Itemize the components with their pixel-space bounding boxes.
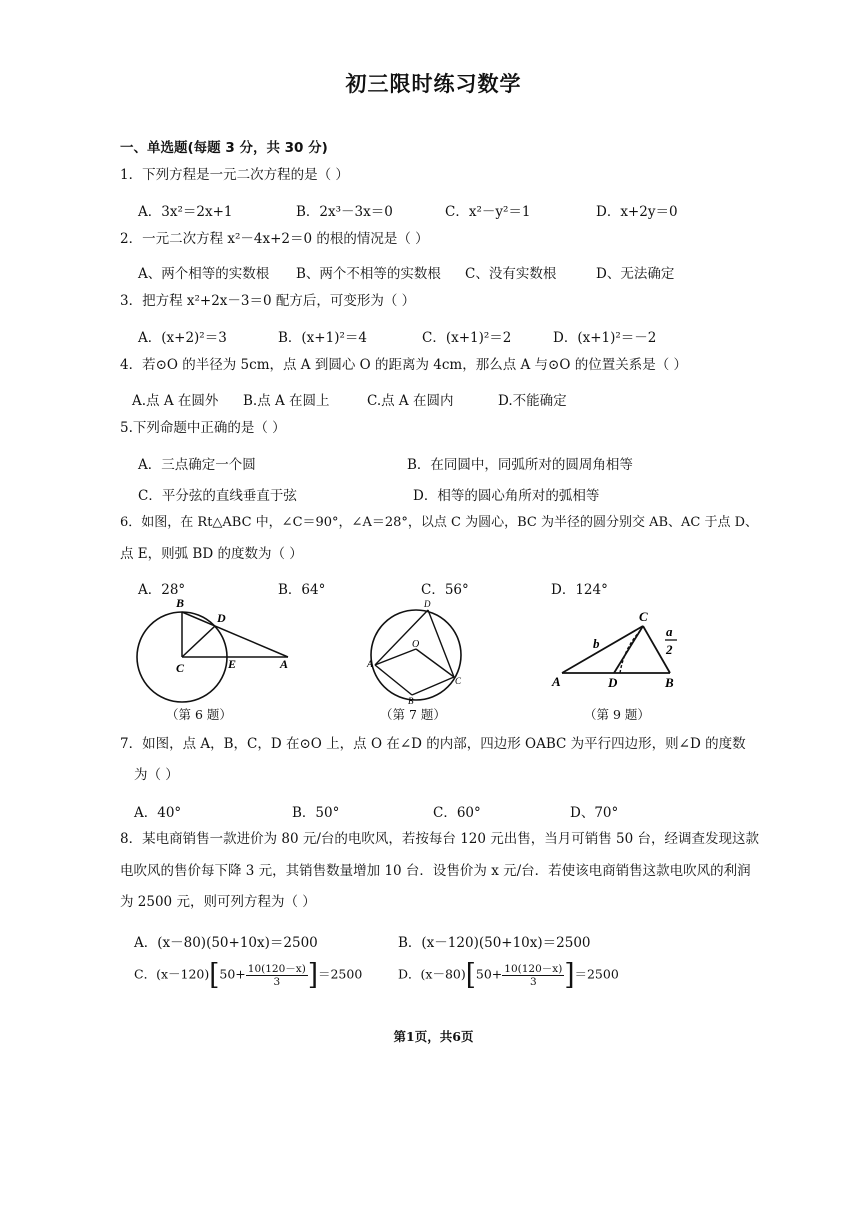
q1-option-a: A．3x²＝2x+1 xyxy=(138,204,233,220)
q3-option-c: C．(x+1)²＝2 xyxy=(422,330,512,346)
fig6-caption: （第 6 题） xyxy=(166,707,232,722)
fig7-segment-ab xyxy=(375,665,412,695)
q6-option-d: D．124° xyxy=(551,582,608,598)
q1-option-d: D．x+2y＝0 xyxy=(596,204,678,220)
q8-option-a: A．(x－80)(50+10x)＝2500 xyxy=(134,935,318,951)
q5-option-b: B．在同圆中，同弧所对的圆周角相等 xyxy=(407,457,633,473)
q6-stem-line2: 点 E，则弧 BD 的度数为（ ） xyxy=(120,546,303,562)
q8-option-c-close-bracket: ] xyxy=(307,958,318,992)
q3-option-d: D．(x+1)²＝－2 xyxy=(553,330,657,346)
q8-option-c xyxy=(134,958,363,992)
q7-stem-line1: 7．如图，点 A，B，C，D 在⊙O 上，点 O 在∠D 的内部，四边形 OABC 为平行四边形，则∠D 的度数 xyxy=(120,736,746,752)
q1-option-b: B．2x³－3x＝0 xyxy=(296,204,393,220)
fig9-caption: （第 9 题） xyxy=(584,707,650,722)
fig9-segment-ac xyxy=(562,626,643,673)
section-heading: 一、单选题(每题 3 分，共 30 分) xyxy=(120,140,328,156)
fig9-label-2: 2 xyxy=(666,642,673,657)
q4-option-c: C.点 A 在圆内 xyxy=(367,393,454,409)
q8-option-c-label: C． xyxy=(134,966,157,982)
fig7-label-b: B xyxy=(408,696,414,705)
fig9-label-b: B xyxy=(665,675,674,690)
q7-option-a: A．40° xyxy=(134,805,182,821)
q7-stem-line2: 为（ ） xyxy=(134,767,179,783)
figure-q7 xyxy=(366,597,466,705)
q8-option-c-open-bracket: [ xyxy=(209,958,220,992)
q2-option-a: A、两个相等的实数根 xyxy=(138,266,270,282)
q8-option-d-fraction xyxy=(502,963,564,988)
figure-q9 xyxy=(548,606,688,692)
q7-option-c: C．60° xyxy=(433,805,481,821)
q5-option-a: A．三点确定一个圆 xyxy=(138,457,256,473)
q2-option-c: C、没有实数根 xyxy=(465,266,557,282)
q8-option-c-denominator: 3 xyxy=(273,975,281,988)
q5-stem: 5.下列命题中正确的是（ ） xyxy=(120,420,286,436)
q8-option-c-mid: 50+ xyxy=(219,966,246,982)
q2-stem: 2．一元二次方程 x²－4x+2＝0 的根的情况是（ ） xyxy=(120,231,429,247)
fig9-segment-cd xyxy=(614,626,643,673)
q3-option-b: B．(x+1)²＝4 xyxy=(278,330,367,346)
q8-option-d-denominator: 3 xyxy=(529,975,537,988)
q4-option-d: D.不能确定 xyxy=(498,393,567,409)
q6-stem-line1: 6．如图，在 Rt△ABC 中，∠C＝90°，∠A＝28°，以点 C 为圆心，BC 为半径的圆分别交 AB、AC 于点 D、 xyxy=(120,515,759,530)
q2-option-b: B、两个不相等的实数根 xyxy=(296,266,441,282)
fig6-segment-cd xyxy=(182,626,215,657)
q6-option-a: A．28° xyxy=(138,582,186,598)
q8-option-d-label: D． xyxy=(398,966,421,982)
q3-option-a: A．(x+2)²＝3 xyxy=(138,330,227,346)
q8-option-c-left: (x－120) xyxy=(156,966,210,982)
q8-option-d-open-bracket: [ xyxy=(465,958,476,992)
q6-option-b: B．64° xyxy=(278,582,326,598)
q5-option-c: C．平分弦的直线垂直于弦 xyxy=(138,488,297,504)
q8-option-d-mid: 50+ xyxy=(475,966,503,982)
q8-option-c-right: ＝2500 xyxy=(317,966,363,982)
q7-option-d: D、70° xyxy=(570,805,619,821)
fig7-label-a: A xyxy=(367,659,373,669)
q2-option-d: D、无法确定 xyxy=(596,266,675,282)
q5-option-d: D．相等的圆心角所对的弧相等 xyxy=(413,488,600,504)
q3-stem: 3．把方程 x²+2x－3＝0 配方后，可变形为（ ） xyxy=(120,293,416,309)
q6-option-c: C．56° xyxy=(421,582,469,598)
fig9-label-b-side: b xyxy=(593,636,600,651)
page-title: 初三限时练习数学 xyxy=(345,72,522,96)
fig7-label-d: D xyxy=(424,599,431,609)
fig7-segment-oa xyxy=(375,649,416,665)
q4-option-a: A.点 A 在圆外 xyxy=(132,393,219,409)
q8-option-d xyxy=(398,958,619,992)
q8-stem-line2: 电吹风的售价每下降 3 元，其销售数量增加 10 台．设售价为 x 元/台．若使该电商销售这款电吹风的利润 xyxy=(120,863,751,879)
q8-option-d-right: ＝2500 xyxy=(574,966,619,982)
q8-option-c-fraction xyxy=(246,963,308,988)
fig7-segment-da xyxy=(375,610,428,665)
fig7-label-o: O xyxy=(412,639,420,650)
fig6-label-e: E xyxy=(228,657,237,671)
q8-option-d-close-bracket: ] xyxy=(564,958,575,992)
q7-option-b: B．50° xyxy=(292,805,340,821)
fig6-segment-ba xyxy=(182,612,288,657)
fig6-label-c: C xyxy=(176,661,185,675)
q8-stem-line3: 为 2500 元，则可列方程为（ ） xyxy=(120,894,316,910)
q1-option-c: C．x²－y²＝1 xyxy=(445,204,531,220)
q8-option-c-numerator: 10(120－x) xyxy=(247,962,306,975)
q4-stem: 4．若⊙O 的半径为 5cm，点 A 到圆心 O 的距离为 4cm，那么点 A 与⊙O 的位置关系是（ ） xyxy=(120,357,688,373)
fig6-label-a: A xyxy=(280,657,289,671)
q1-stem: 1．下列方程是一元二次方程的是（ ） xyxy=(120,167,349,183)
fig9-dashed-arc xyxy=(620,630,641,673)
figure-q6 xyxy=(128,596,303,706)
page-footer: 第1页，共6页 xyxy=(393,1029,474,1044)
fig7-caption: （第 7 题） xyxy=(380,707,446,722)
fig9-label-d: D xyxy=(608,675,618,690)
fig6-label-b: B xyxy=(176,596,185,610)
fig9-label-a: A xyxy=(552,674,561,689)
fig9-label-c: C xyxy=(639,609,648,624)
q8-option-d-numerator: 10(120－x) xyxy=(504,962,563,975)
fig9-label-a-side: a xyxy=(666,624,673,639)
fig7-label-c: C xyxy=(455,676,462,686)
q8-option-d-left: (x－80) xyxy=(420,966,466,982)
fig6-label-d: D xyxy=(217,611,226,625)
q4-option-b: B.点 A 在圆上 xyxy=(243,393,330,409)
q8-stem-line1: 8．某电商销售一款进价为 80 元/台的电吹风，若按每台 120 元出售，当月可销售 50 台，经调查发现这款 xyxy=(120,831,760,847)
q8-option-b: B．(x－120)(50+10x)＝2500 xyxy=(398,935,591,951)
